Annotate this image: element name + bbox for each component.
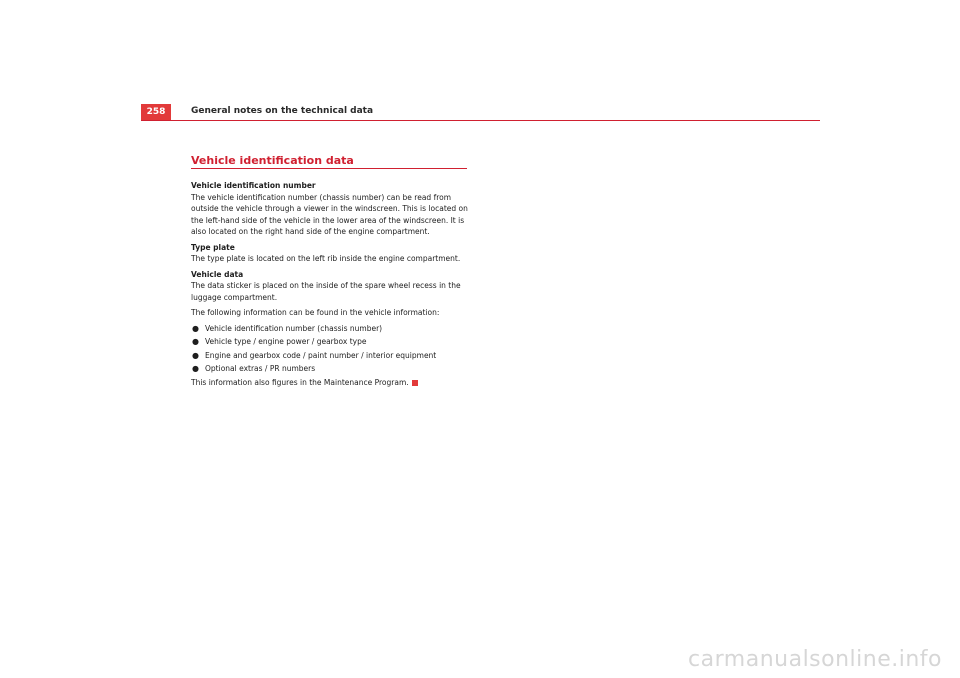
vin-text: The vehicle identification number (chassis number) can be read from outside the vehicle through a viewer in the windscreen. This is located on the left-hand side of the vehicle in the lower area of the windscreen. It is also located on the right hand side of the engine compartment. [191,192,468,236]
vin-block [191,180,471,238]
type-plate-block [191,242,471,265]
header-title: General notes on the technical data [191,106,374,116]
bullet-icon: ● [192,323,199,333]
end-of-section-icon [412,380,418,386]
list-item: ● Optional extras / PR numbers [192,364,316,373]
watermark: carmanualsonline.info [688,647,942,672]
list-item: ● Engine and gearbox code / paint number / interior equipment [192,350,437,360]
vin-heading: Vehicle identification number [191,181,316,190]
bullet-icon: ● [192,364,199,373]
list-intro: The following information can be found in the vehicle information: [191,308,440,317]
closing-line [191,377,471,389]
section-title: Vehicle identification data [191,154,467,169]
type-plate-text: The type plate is located on the left rib inside the engine compartment. [191,254,461,263]
vehicle-data-text: The data sticker is placed on the inside of the spare wheel recess in the luggage compartment. [191,281,461,302]
type-plate-heading: Type plate [191,242,235,252]
closing-text: This information also figures in the Maintenance Program. [191,377,409,387]
info-list [191,323,471,375]
vehicle-data-heading: Vehicle data [191,269,244,279]
bullet-icon: ● [192,350,199,360]
page-number: 258 [141,104,171,120]
list-item: ● Vehicle identification number (chassis number) [192,323,383,333]
list-item: ● Vehicle type / engine power / gearbox type [192,337,367,346]
page-header [141,104,820,121]
content-body [191,180,471,392]
vehicle-data-block [191,269,471,304]
bullet-icon: ● [192,337,199,346]
